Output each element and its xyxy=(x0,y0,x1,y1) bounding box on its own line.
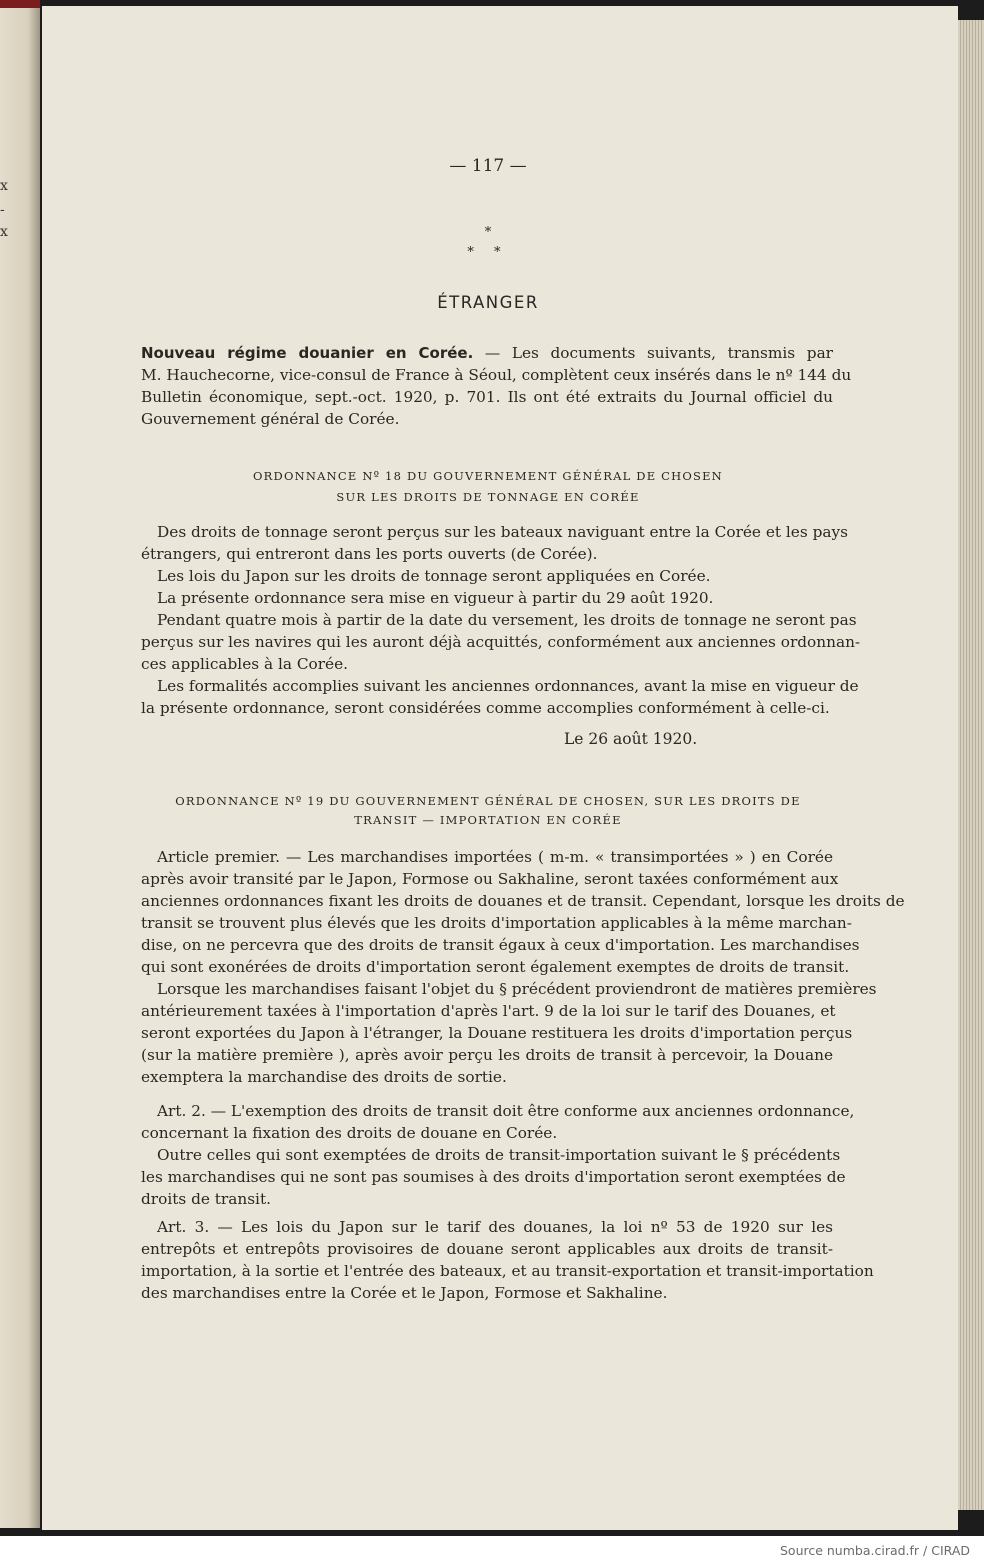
ord18-line: la présente ordonnance, seront considérées comme accomplies conformément à celle-ci. xyxy=(141,699,830,717)
ord19-article-1 xyxy=(141,846,905,1088)
section-title: ÉTRANGER xyxy=(437,293,539,312)
intro-bold-lead: Nouveau régime douanier en Corée. xyxy=(141,344,474,362)
ord19-heading: ORDONNANCE Nº 19 DU GOUVERNEMENT GÉNÉRAL DE CHOSEN, SUR LES DROITS DE xyxy=(175,794,801,808)
ornament-bottom: * * xyxy=(467,245,509,260)
art1-line: qui sont exonérées de droits d'importation seront également exemptes de droits de transit. xyxy=(141,958,850,976)
bookmark-ribbon xyxy=(0,0,40,8)
ord18-heading: ORDONNANCE Nº 18 DU GOUVERNEMENT GÉNÉRAL DE CHOSEN xyxy=(253,469,723,483)
art3-line: des marchandises entre la Corée et le Japon, Formose et Sakhaline. xyxy=(141,1284,668,1302)
art1-line: Lorsque les marchandises faisant l'objet du § précédent proviendront de matières premières xyxy=(157,980,877,998)
ord19-subheading: TRANSIT — IMPORTATION EN CORÉE xyxy=(354,813,622,827)
art1-line: Article premier. — Les marchandises importées ( m-m. « transimportées » ) en Corée xyxy=(157,848,833,866)
intro-line: — Les documents suivants, transmis par xyxy=(473,344,833,362)
ord18-line: Les lois du Japon sur les droits de tonnage seront appliquées en Corée. xyxy=(157,567,711,585)
art1-line: antérieurement taxées à l'importation d'après l'art. 9 de la loi sur le tarif des Douanes, et xyxy=(141,1002,836,1020)
art2-line: droits de transit. xyxy=(141,1190,271,1208)
page-number: — 117 — xyxy=(449,156,527,176)
art2-line: concernant la fixation des droits de douane en Corée. xyxy=(141,1124,558,1142)
ord18-line: Pendant quatre mois à partir de la date du versement, les droits de tonnage ne seront pas xyxy=(157,611,857,629)
ornament-top: * xyxy=(484,225,492,240)
ord18-body xyxy=(141,521,861,719)
intro-line: Gouvernement général de Corée. xyxy=(141,410,400,428)
art1-line: anciennes ordonnances fixant les droits de douanes et de transit. Cependant, lorsque les droits de xyxy=(141,892,905,910)
margin-mark: - xyxy=(0,202,5,218)
ord18-line: perçus sur les navires qui les auront déjà acquittés, conformément aux anciennes ordonnan- xyxy=(141,633,861,651)
ord18-subheading: SUR LES DROITS DE TONNAGE EN CORÉE xyxy=(336,490,640,504)
art2-line: Art. 2. — L'exemption des droits de transit doit être conforme aux anciennes ordonnance, xyxy=(157,1102,855,1120)
art1-line: dise, on ne percevra que des droits de transit égaux à ceux d'importation. Les marchandises xyxy=(141,936,860,954)
ord18-line: ces applicables à la Corée. xyxy=(141,655,349,673)
art3-line: entrepôts et entrepôts provisoires de douane seront applicables aux droits de transit- xyxy=(141,1240,833,1258)
intro-line: Bulletin économique, sept.-oct. 1920, p. 701. Ils ont été extraits du Journal officiel du xyxy=(141,388,833,406)
art1-line: transit se trouvent plus élevés que les droits d'importation applicables à la même marchan- xyxy=(141,914,852,932)
art2-line: Outre celles qui sont exemptées de droits de transit-importation suivant le § précédents xyxy=(157,1146,841,1164)
art3-line: importation, à la sortie et l'entrée des bateaux, et au transit-exportation et transit-importation xyxy=(141,1262,874,1280)
art2-line: les marchandises qui ne sont pas soumises à des droits d'importation seront exemptées de xyxy=(141,1168,846,1186)
ord18-date: Le 26 août 1920. xyxy=(564,730,698,748)
art3-line: Art. 3. — Les lois du Japon sur le tarif des douanes, la loi nº 53 de 1920 sur les xyxy=(157,1218,833,1236)
art1-line: après avoir transité par le Japon, Formose ou Sakhaline, seront taxées conformément aux xyxy=(141,870,839,888)
intro-paragraph xyxy=(141,342,852,430)
page-edges xyxy=(958,20,984,1510)
art1-line: exemptera la marchandise des droits de sortie. xyxy=(141,1068,507,1086)
margin-mark: x xyxy=(0,224,8,240)
left-page-edge xyxy=(0,8,40,1528)
ord19-article-3 xyxy=(141,1216,874,1304)
ord18-line: étrangers, qui entreront dans les ports ouverts (de Corée). xyxy=(141,545,598,563)
intro-line: M. Hauchecorne, vice-consul de France à Séoul, complètent ceux insérés dans le nº 144 du xyxy=(141,366,852,384)
ord18-line: Des droits de tonnage seront perçus sur les bateaux naviguant entre la Corée et les pays xyxy=(157,523,848,541)
art1-line: (sur la matière première ), après avoir perçu les droits de transit à percevoir, la Douane xyxy=(141,1046,833,1064)
source-footer xyxy=(0,1536,984,1566)
ord18-line: La présente ordonnance sera mise en vigueur à partir du 29 août 1920. xyxy=(157,589,714,607)
art1-line: seront exportées du Japon à l'étranger, la Douane restituera les droits d'importation perçus xyxy=(141,1024,853,1042)
ord19-article-2 xyxy=(141,1100,855,1210)
ord18-line: Les formalités accomplies suivant les anciennes ordonnances, avant la mise en vigueur de xyxy=(157,677,859,695)
margin-mark: x xyxy=(0,178,8,194)
source-credit: Source numba.cirad.fr / CIRAD xyxy=(779,1543,970,1558)
document-page xyxy=(42,6,958,1530)
